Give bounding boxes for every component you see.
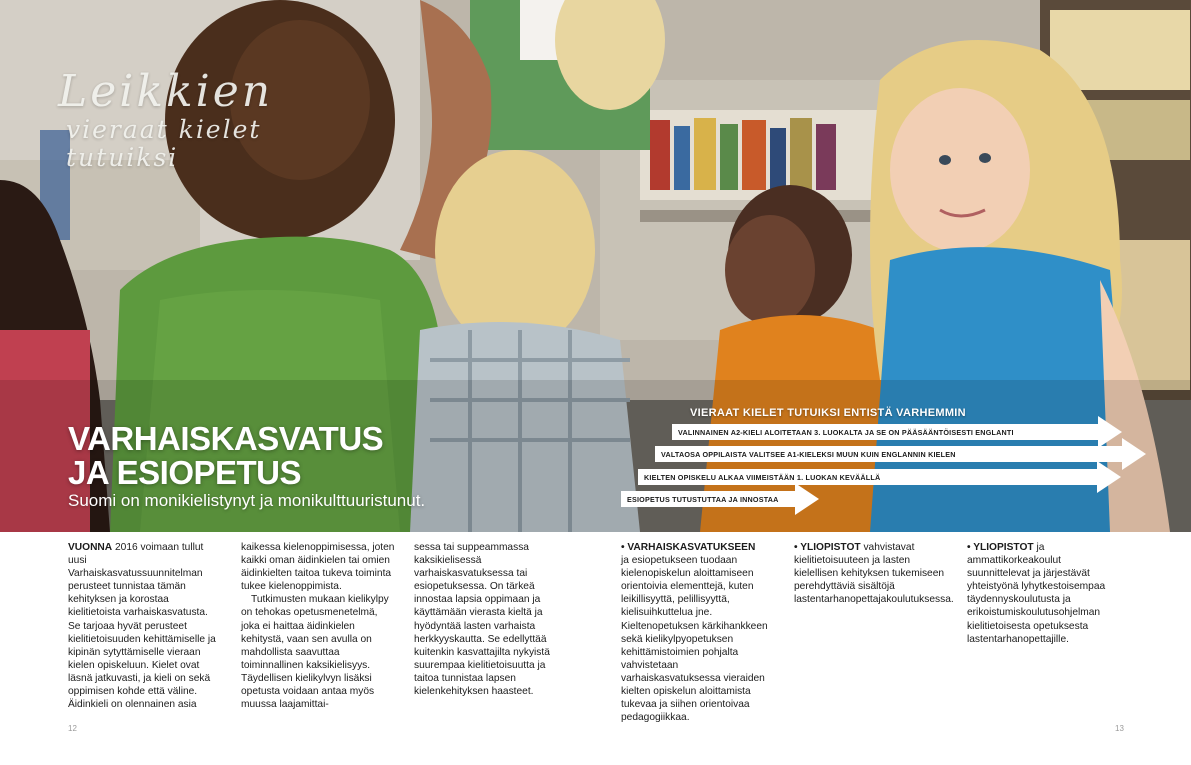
- column-4-text: ja esiopetukseen tuodaan kielenopiskelun aloittamiseen orientoivia elementtejä, kuten leikillisyyttä, pelillisyyttä, kielisuihkutteluа jne. Kieltenopetuksen kärkihankkeen sekä kielikylpyopetuksen kehittämistoimien pohjalta vahvistetaan varhaiskasvatuksessa vieraiden kielten opiskelun aloittamista tukevaa ja siihen orientoivaa pedagogiikkaa.: [621, 555, 768, 724]
- column-1-lead: VUONNA: [68, 542, 113, 553]
- arrow-head-3: [1097, 461, 1121, 493]
- column-2-paragraph-1: kaikessa kielenoppimisessa, joten kaikki oman äidinkielen tai omien äidinkielten taitoa tukeva toiminta tukee kielenoppimista.: [241, 542, 395, 593]
- column-6-text: ja ammattikorkeakoulut suunnittelevat ja järjestävät yhteistyönä lyhytkestoisempaa täydennyskoulutusta ja erikoistumiskoulutusohjelman kielitietoisesta opetuksesta lastentarhanopettajille.: [967, 542, 1106, 645]
- text-column-3: [414, 541, 569, 698]
- section-subheading: Suomi on monikielistynyt ja monikulttuuristunut.: [68, 491, 426, 510]
- arrow-head-4: [795, 483, 819, 515]
- column-3-paragraph-1: sessa tai suppeammassa kaksikielisessä varhaiskasvatuksessa tai esiopetuksessa. On tärkeä innostaa lapsia oppimaan ja käyttämään vierasta kieltä ja hyödyntää lasten varhaista herkkyyskautta. Se edellyttää kuitenkin kasvattajilta nykyistä suurempaa kielitietoisuutta ja taitoa tunnistaa lapsen kielenkehityksen haasteet.: [414, 542, 550, 698]
- arrow-head-2: [1122, 438, 1146, 470]
- script-title-line-1: Leikkien: [58, 66, 274, 117]
- arrow-label-4: ESIOPETUS TUTUSTUTTAA JA INNOSTAA: [621, 491, 796, 507]
- column-4-lead: • VARHAISKASVATUKSEEN: [621, 542, 756, 553]
- text-column-5: [794, 541, 954, 606]
- infographic-title: VIERAAT KIELET TUTUIKSI ENTISTÄ VARHEMMIN: [690, 407, 966, 419]
- text-column-4: [621, 541, 779, 724]
- arrow-head-1: [1098, 416, 1122, 448]
- script-title-line-3: tutuiksi: [66, 143, 179, 172]
- text-column-6: [967, 541, 1122, 646]
- script-title: [58, 68, 318, 172]
- column-2-paragraph-2: Tutkimusten mukaan kielikylpy on tehokas opetusmenetelmä, joka ei haittaa äidinkielen kehitystä, vaan sen avulla on mahdollista saavuttaa toiminnallinen kaksikielisyys. Täydellisen kielikylvyn lisäksi opetusta voidaan antaa myös muussa laajamittai-: [241, 594, 389, 711]
- arrow-label-3: KIELTEN OPISKELU ALKAA VIIMEISTÄÄN 1. LUOKAN KEVÄÄLLÄ: [638, 469, 1098, 485]
- script-title-line-2: vieraat kielet: [66, 115, 262, 144]
- column-1-text: 2016 voimaan tullut uusi Varhaiskasvatussuunnitelman perusteet tunnistaa tämän kehityksen ja korostaa kielitietoista varhaiskasvatusta. Se tarjoaa hyvät perusteet kielitietoisuuden kehittämiselle ja kipinän sytyttämiselle vieraan kielen opiskeluun. Kielet ovat läsnä jatkuvasti, ja kieli on sekä oppimisen kohde että väline. Äidinkieli on olennainen asia: [68, 542, 216, 711]
- arrow-label-2: VALTAOSA OPPILAISTA VALITSEE A1-KIELEKSI MUUN KUIN ENGLANNIN KIELEN: [655, 446, 1123, 462]
- page-number-left: 12: [68, 724, 77, 733]
- section-heading: [68, 422, 383, 490]
- text-column-1: [68, 541, 220, 711]
- page-number-right: 13: [1115, 724, 1124, 733]
- arrow-label-1: VALINNAINEN A2-KIELI ALOITETAAN 3. LUOKALTA JA SE ON PÄÄSÄÄNTÖISESTI ENGLANTI: [672, 424, 1100, 440]
- section-heading-line-1: VARHAISKASVATUS: [68, 420, 384, 457]
- column-6-lead: • YLIOPISTOT: [967, 542, 1034, 553]
- text-column-2: [241, 541, 396, 711]
- section-heading-line-2: JA ESIOPETUS: [68, 454, 302, 491]
- column-5-lead: • YLIOPISTOT: [794, 542, 861, 553]
- column-5-text: vahvistavat kielitietoisuuteen ja lasten kielellisen kehityksen tukemiseen perehdyttäviä sisältöjä lastentarhanopettajakoulutuksessa.: [794, 542, 954, 606]
